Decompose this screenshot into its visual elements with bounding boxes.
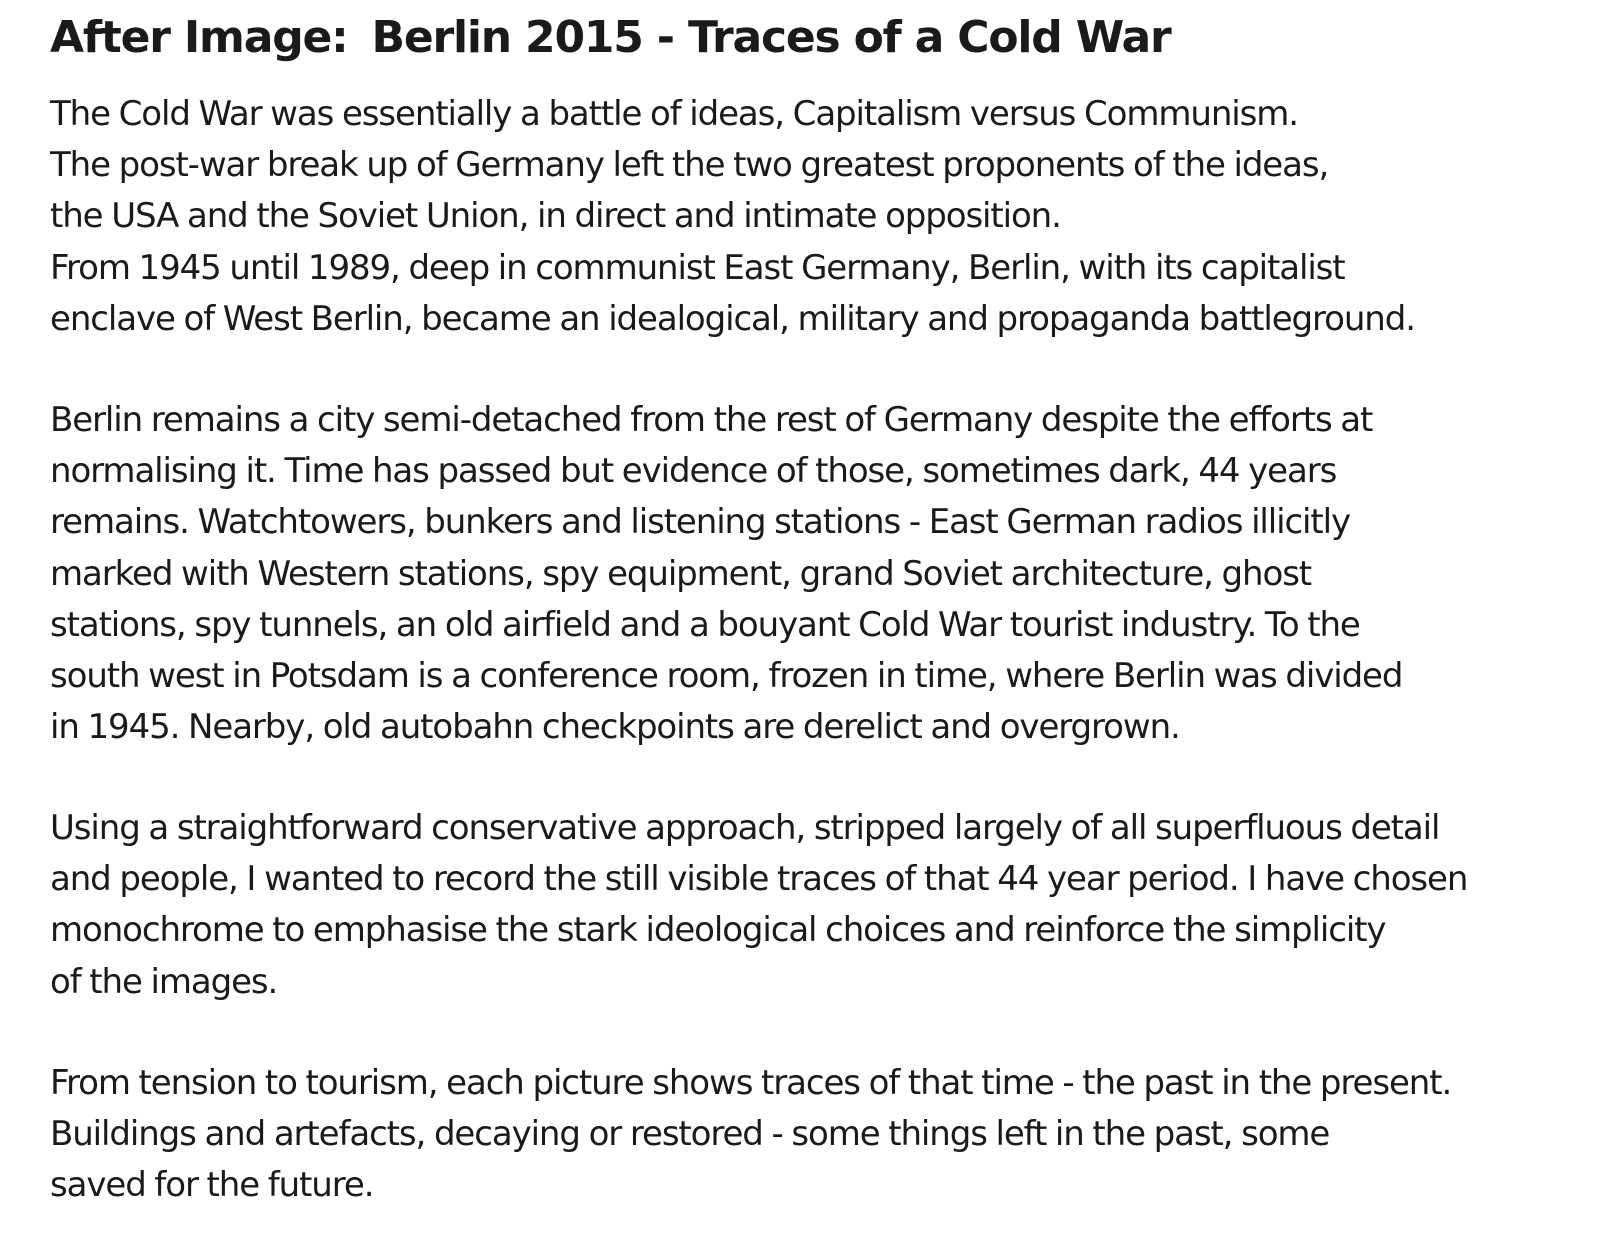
paragraph-berlin-remains [50, 395, 1402, 753]
text-line: in 1945. Nearby, old autobahn checkpoints are derelict and overgrown. [50, 707, 1180, 748]
text-line: marked with Western stations, spy equipment, grand Soviet architecture, ghost [50, 553, 1312, 594]
title-prefix: After Image: [50, 12, 348, 63]
text-line: south west in Potsdam is a conference room, frozen in time, where Berlin was divided [50, 655, 1403, 696]
text-line: Buildings and artefacts, decaying or restored - some things left in the past, some [50, 1114, 1330, 1155]
text-line: remains. Watchtowers, bunkers and listening stations - East German radios illicitly [50, 502, 1351, 543]
text-line: From 1945 until 1989, deep in communist East Germany, Berlin, with its capitalist [50, 247, 1345, 288]
text-line: The post-war break up of Germany left the two greatest proponents of the ideas, [50, 145, 1329, 186]
text-line: normalising it. Time has passed but evidence of those, sometimes dark, 44 years [50, 451, 1337, 492]
paragraph-intro [50, 89, 1415, 345]
page-title [50, 0, 1595, 67]
paragraph-tension-to-tourism [50, 1058, 1451, 1212]
text-line: monochrome to emphasise the stark ideological choices and reinforce the simplicity [50, 910, 1386, 951]
document [50, 0, 1595, 1206]
text-line: Berlin remains a city semi-detached from the rest of Germany despite the efforts at [50, 400, 1373, 440]
text-line: The Cold War was essentially a battle of ideas, Capitalism versus Communism. [50, 94, 1298, 134]
text-line: and people, I wanted to record the still visible traces of that 44 year period. I have chosen [50, 859, 1468, 900]
text-line: Using a straightforward conservative approach, stripped largely of all superfluous detail [50, 808, 1440, 848]
text-line: enclave of West Berlin, became an idealogical, military and propaganda battleground. [50, 298, 1415, 339]
text-line: saved for the future. [50, 1165, 374, 1206]
paragraph-approach [50, 803, 1467, 1008]
title-main: Berlin 2015 - Traces of a Cold War [371, 12, 1171, 63]
text-line: the USA and the Soviet Union, in direct and intimate opposition. [50, 196, 1061, 237]
text-line: From tension to tourism, each picture shows traces of that time - the past in the present. [50, 1063, 1452, 1103]
text-line: stations, spy tunnels, an old airfield and a bouyant Cold War tourist industry. To the [50, 604, 1360, 645]
text-line: of the images. [50, 961, 278, 1002]
